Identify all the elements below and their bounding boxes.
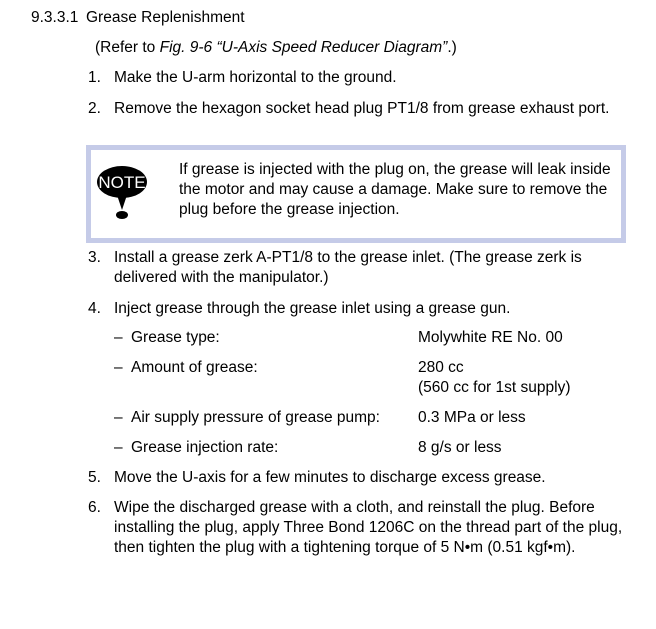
step-4-text: Inject grease through the grease inlet using a grease gun. [114,300,511,317]
spec-dash: – [114,439,123,456]
step-2-text: Remove the hexagon socket head plug PT1/8 from grease exhaust port. [114,100,610,117]
spec-label-injection-rate: Grease injection rate: [131,439,279,456]
step-1-number: 1. [88,69,101,86]
step-5-text: Move the U-axis for a few minutes to discharge excess grease. [114,469,546,486]
spec-value-air-pressure: 0.3 MPa or less [418,409,526,426]
spec-label-air-pressure: Air supply pressure of grease pump: [131,409,380,426]
step-1-text: Make the U-arm horizontal to the ground. [114,69,397,86]
reference-figure: Fig. 9-6 “U-Axis Speed Reducer Diagram” [159,39,448,56]
note-box [86,145,626,243]
spec-dash: – [114,409,123,426]
step-3-number: 3. [88,249,101,266]
step-3-text: Install a grease zerk A-PT1/8 to the grease inlet. (The grease zerk is delivered with the manipulator.) [114,249,582,286]
step-6-text: Wipe the discharged grease with a cloth, and reinstall the plug. Before installing the plug, apply Three Bond 1206C on the thread part of the plug, then tighten the plug with a tightening torque of 5 N•m (0.51 kgf•m). [114,499,623,556]
spec-value-amount: 280 cc [418,359,464,376]
section-title: Grease Replenishment [86,9,245,26]
spec-value-grease-type: Molywhite RE No. 00 [418,329,563,346]
spec-dash: – [114,359,123,376]
spec-label-amount: Amount of grease: [131,359,258,376]
section-number: 9.3.3.1 [31,9,79,26]
step-2-number: 2. [88,100,101,117]
spec-dash: – [114,329,123,346]
spec-label-grease-type: Grease type: [131,329,220,346]
figure-reference [95,39,457,57]
note-text: If grease is injected with the plug on, the grease will leak inside the motor and may cause a damage. Make sure to remove the plug before the grease injection. [179,161,611,218]
note-icon [97,164,147,222]
spec-value-amount-first-supply: (560 cc for 1st supply) [418,379,571,396]
step-4-number: 4. [88,300,101,317]
reference-prefix: (Refer to [95,39,160,56]
step-6-number: 6. [88,499,101,516]
reference-suffix: .) [447,39,457,56]
step-5-number: 5. [88,469,101,486]
note-label: NOTE [98,173,146,192]
spec-value-injection-rate: 8 g/s or less [418,439,502,456]
